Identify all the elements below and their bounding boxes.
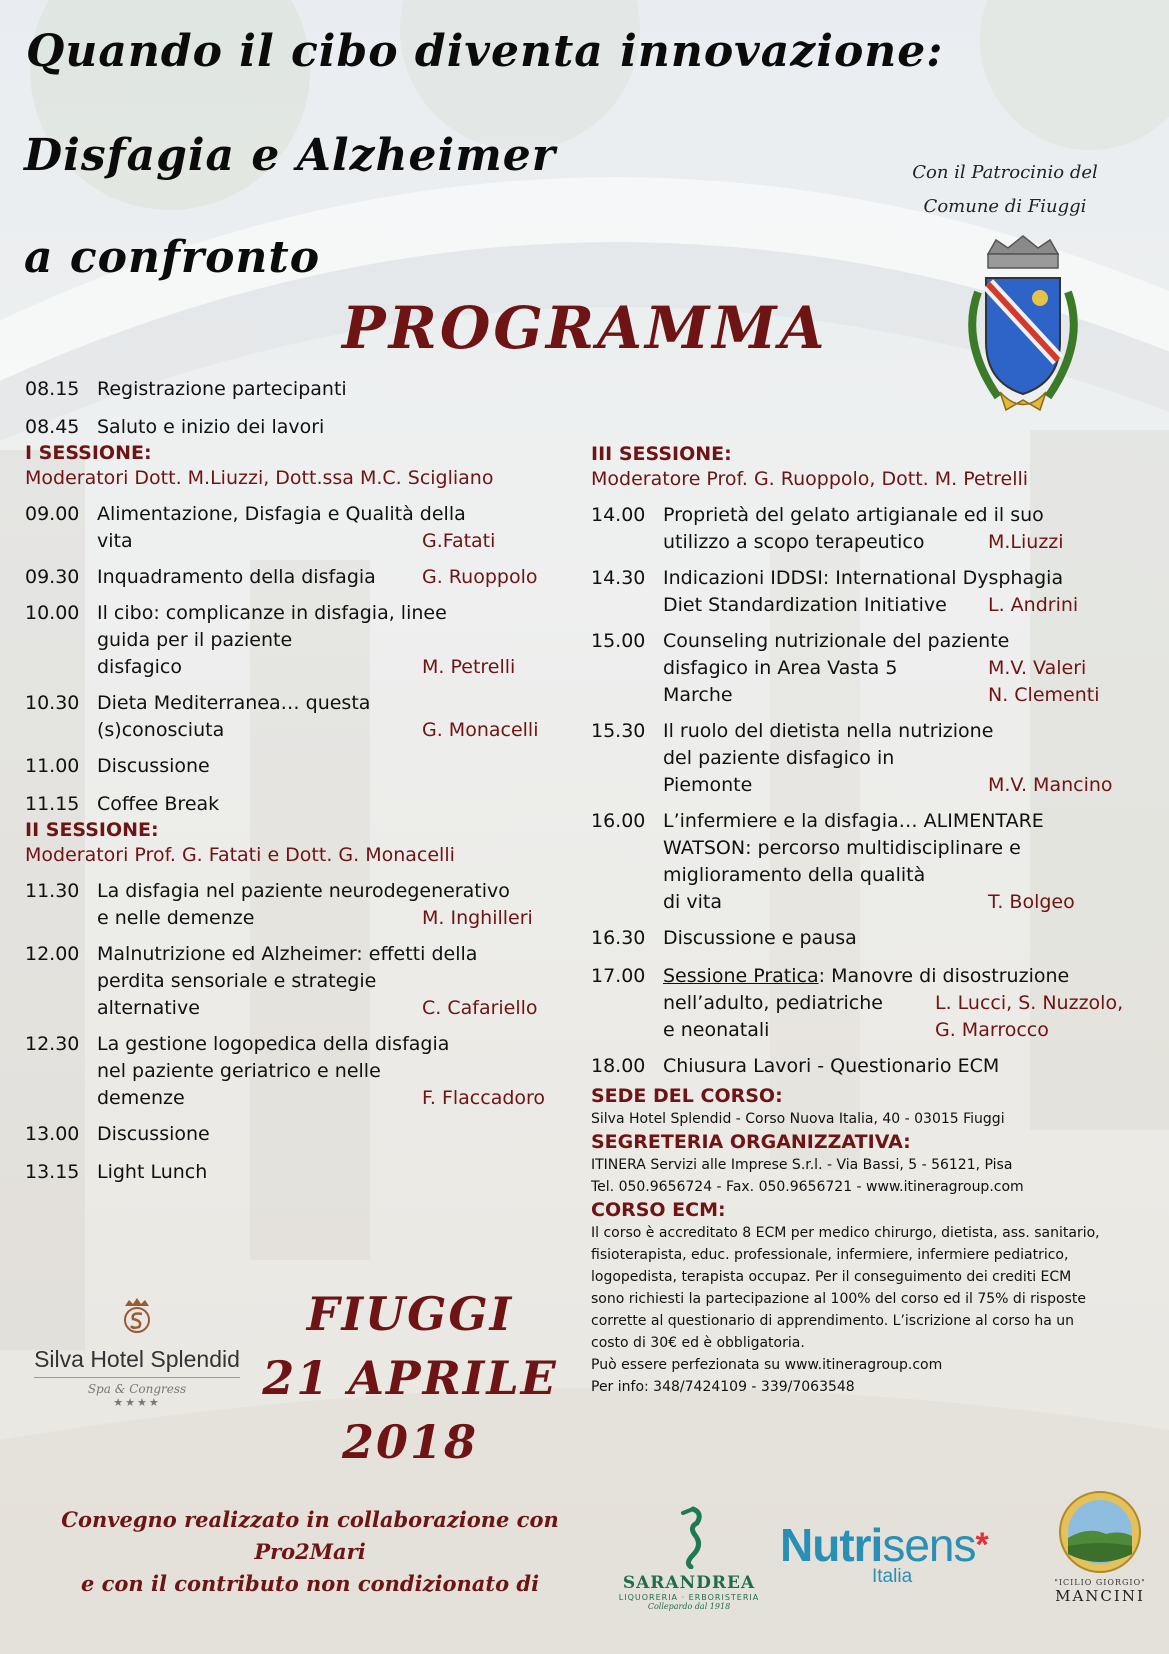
right-column: [591, 442, 1161, 1398]
time: 12.30: [25, 1033, 80, 1055]
talk-line: alternative: [97, 997, 200, 1019]
talk-line: miglioramento della qualità: [663, 864, 926, 886]
sarandrea-logo: [614, 1505, 764, 1611]
nutrisens-part-1: Nutri: [780, 1519, 883, 1571]
time: 08.15: [25, 378, 80, 400]
patrocinio: [870, 156, 1140, 224]
talk-line: Il cibo: complicanze in disfagia, linee: [97, 602, 447, 624]
ecm-line: Il corso è accreditato 8 ECM per medico chirurgo, dietista, ass. sanitario,: [591, 1225, 1100, 1241]
date-city: FIUGGI: [306, 1287, 514, 1341]
talk-line: nel paziente geriatrico e nelle: [97, 1060, 381, 1082]
talk-line: Discussione e pausa: [663, 927, 857, 949]
left-column: [25, 376, 565, 1197]
speaker: G. Ruoppolo: [422, 566, 538, 588]
schedule-row: [25, 753, 565, 780]
hotel-crest-icon: [117, 1296, 157, 1336]
schedule-row: [25, 1159, 565, 1186]
title-line-2: Disfagia e Alzheimer: [24, 130, 556, 181]
time: 09.30: [25, 566, 80, 588]
sarandrea-name: SARANDREA: [622, 1573, 756, 1593]
ecm-line: fisioterapista, educ. professionale, infermiere, infermiere pediatrico,: [591, 1247, 1069, 1263]
mancini-landscape-emblem-icon: [1058, 1490, 1142, 1574]
practical-session-label: Sessione Pratica: [663, 965, 819, 987]
talk-line: Chiusura Lavori - Questionario ECM: [663, 1055, 1000, 1077]
speaker: M. Inghilleri: [422, 907, 533, 929]
speaker: M.V. Valeri: [988, 657, 1087, 679]
nutrisens-sub: Italia: [872, 1566, 913, 1587]
speaker: M.V. Mancino: [988, 774, 1113, 796]
session-2-moderators: Moderatori Prof. G. Fatati e Dott. G. Monacelli: [25, 844, 455, 866]
footer-line-3: e con il contributo non condizionato di: [80, 1571, 540, 1596]
schedule-row: [25, 376, 565, 403]
talk-line: Alimentazione, Disfagia e Qualità della: [97, 503, 466, 525]
session-3-moderators: Moderatore Prof. G. Ruoppolo, Dott. M. Petrelli: [591, 468, 1029, 490]
mancini-logo: [1045, 1490, 1155, 1605]
speaker: L. Andrini: [988, 594, 1079, 616]
mancini-top: "ICILIO GIORGIO": [1054, 1578, 1146, 1587]
speaker: G.Fatati: [422, 530, 496, 552]
date-year: 2018: [341, 1415, 479, 1469]
talk-line: Inquadramento della disfagia: [97, 566, 376, 588]
footer-text: [20, 1504, 600, 1600]
date-day: 21 APRILE: [262, 1351, 558, 1405]
time: 09.00: [25, 503, 80, 525]
talk-title: Registrazione partecipanti: [97, 378, 347, 400]
schedule-row: [25, 690, 565, 744]
time: 16.00: [591, 810, 646, 832]
footer-line-1: Convegno realizzato in collaborazione con: [61, 1507, 559, 1532]
talk-line: Diet Standardization Initiative: [663, 594, 947, 616]
talk-line: e neonatali: [663, 1019, 770, 1041]
schedule-row: [25, 414, 565, 441]
talk-line: Malnutrizione ed Alzheimer: effetti della: [97, 943, 478, 965]
time: 16.30: [591, 927, 646, 949]
talk-line: guida per il paziente: [97, 629, 293, 651]
ecm-title: CORSO ECM:: [591, 1199, 726, 1221]
schedule-row: [25, 564, 565, 591]
patrocinio-line-2: Comune di Fiuggi: [923, 196, 1087, 217]
sarandrea-sub: LIQUORERIA · ERBORISTERIA: [618, 1593, 760, 1602]
segreteria-title: SEGRETERIA ORGANIZZATIVA:: [591, 1131, 911, 1153]
ecm-line: costo di 30€ ed è obbligatoria.: [591, 1335, 805, 1351]
time: 14.30: [591, 567, 646, 589]
talk-line: Il ruolo del dietista nella nutrizione: [663, 720, 994, 742]
time: 17.00: [591, 965, 646, 987]
time: 11.00: [25, 755, 80, 777]
session-1-title: I SESSIONE:: [25, 442, 152, 464]
talk-line: disfagico in Area Vasta 5: [663, 657, 898, 679]
time: 14.00: [591, 504, 646, 526]
talk-line: perdita sensoriale e strategie: [97, 970, 377, 992]
asterisk-icon: *: [975, 1526, 988, 1564]
time: 15.30: [591, 720, 646, 742]
talk-line: del paziente disfagico in: [663, 747, 895, 769]
schedule-row: [25, 1121, 565, 1148]
schedule-row: [591, 718, 1161, 799]
segreteria-line: Tel. 050.9656724 - Fax. 050.9656721 - www.itineragroup.com: [591, 1179, 1024, 1195]
talk-line: Indicazioni IDDSI: International Dysphagia: [663, 567, 1064, 589]
talk-line: Discussione: [97, 1123, 210, 1145]
ecm-line: logopedista, terapista occupaz. Per il conseguimento dei crediti ECM: [591, 1269, 1072, 1285]
speaker: M. Petrelli: [422, 656, 516, 678]
sarandrea-tag: Collepardo dal 1918: [647, 1602, 731, 1611]
talk-line: Proprietà del gelato artigianale ed il suo: [663, 504, 1044, 526]
talk-line: disfagico: [97, 656, 182, 678]
event-date: [250, 1282, 570, 1474]
hotel-name: Silva Hotel Splendid: [34, 1346, 240, 1372]
ecm-line: corrette al questionario di apprendimento. L’iscrizione al corso ha un: [591, 1313, 1075, 1329]
time: 08.45: [25, 416, 80, 438]
hotel-stars: ★★★★: [113, 1396, 161, 1409]
sede-text: Silva Hotel Splendid - Corso Nuova Italia, 40 - 03015 Fiuggi: [591, 1111, 1005, 1127]
time: 13.00: [25, 1123, 80, 1145]
time: 10.00: [25, 602, 80, 624]
speaker: T. Bolgeo: [988, 891, 1075, 913]
nutrisens-part-2: sens: [882, 1519, 976, 1571]
title-line-1: Quando il cibo diventa innovazione:: [26, 26, 944, 77]
talk-line: vita: [97, 530, 133, 552]
session-3-title: III SESSIONE:: [591, 443, 732, 465]
talk-line: Dieta Mediterranea… questa: [97, 692, 371, 714]
programma-heading: PROGRAMMA: [342, 294, 828, 362]
talk-line: Sessione Pratica: Manovre di disostruzione: [663, 965, 1070, 987]
talk-line-rest: Manovre di disostruzione: [831, 965, 1070, 987]
schedule-row: [591, 628, 1161, 709]
speaker: F. Flaccadoro: [422, 1087, 546, 1109]
talk-line: La disfagia nel paziente neurodegenerativo: [97, 880, 510, 902]
time: 15.00: [591, 630, 646, 652]
talk-line: WATSON: percorso multidisciplinare e: [663, 837, 1021, 859]
schedule-row: [591, 925, 1161, 952]
talk-line: L’infermiere e la disfagia… ALIMENTARE: [663, 810, 1044, 832]
talk-line: utilizzo a scopo terapeutico: [663, 531, 925, 553]
talk-line: e nelle demenze: [97, 907, 255, 929]
schedule-row: [591, 1053, 1161, 1080]
nutrisens-logo: [780, 1520, 1020, 1588]
schedule-row: [25, 878, 565, 932]
schedule-row: [591, 502, 1161, 556]
speaker: G. Monacelli: [422, 719, 539, 741]
footer-line-2: Pro2Mari: [254, 1539, 366, 1564]
schedule-row: [591, 565, 1161, 619]
hotel-subtitle: Spa & Congress: [87, 1382, 187, 1396]
schedule-row: [25, 1031, 565, 1112]
segreteria-line: ITINERA Servizi alle Imprese S.r.l. - Via Bassi, 5 - 56121, Pisa: [591, 1157, 1013, 1173]
title-line-3: a confronto: [24, 232, 321, 283]
talk-line: La gestione logopedica della disfagia: [97, 1033, 450, 1055]
sede-title: SEDE DEL CORSO:: [591, 1085, 783, 1107]
time: 10.30: [25, 692, 80, 714]
schedule-row: [25, 941, 565, 1022]
seahorse-icon: [669, 1505, 709, 1569]
hotel-logo: [24, 1296, 250, 1409]
talk-title: Saluto e inizio dei lavori: [97, 416, 325, 438]
speaker: N. Clementi: [988, 684, 1100, 706]
speaker: C. Cafariello: [422, 997, 538, 1019]
talk-line: Marche: [663, 684, 733, 706]
speaker: G. Marrocco: [935, 1019, 1049, 1041]
time: 12.00: [25, 943, 80, 965]
time: 11.30: [25, 880, 80, 902]
talk-line: Discussione: [97, 755, 210, 777]
schedule-row: [25, 791, 565, 818]
schedule-row: [591, 808, 1161, 916]
time: 18.00: [591, 1055, 646, 1077]
talk-line: Piemonte: [663, 774, 753, 796]
talk-line: demenze: [97, 1087, 185, 1109]
speaker: M.Liuzzi: [988, 531, 1064, 553]
talk-line: Light Lunch: [97, 1161, 208, 1183]
ecm-line: sono richiesti la partecipazione al 100% del corso ed il 75% di risposte: [591, 1291, 1086, 1307]
schedule-row: [25, 600, 565, 681]
talk-line: di vita: [663, 891, 722, 913]
time: 11.15: [25, 793, 80, 815]
time: 13.15: [25, 1161, 80, 1183]
talk-line: (s)conosciuta: [97, 719, 225, 741]
ecm-line: Per info: 348/7424109 - 339/7063548: [591, 1379, 855, 1395]
talk-line: Counseling nutrizionale del paziente: [663, 630, 1010, 652]
ecm-text: [591, 1222, 1161, 1398]
talk-line: Coffee Break: [97, 793, 220, 815]
session-2-title: II SESSIONE:: [25, 819, 159, 841]
schedule-row: [591, 963, 1161, 1044]
fiuggi-coat-of-arms-icon: [948, 232, 1098, 422]
speaker: L. Lucci, S. Nuzzolo,: [935, 992, 1124, 1014]
schedule-row: [25, 501, 565, 555]
patrocinio-line-1: Con il Patrocinio del: [912, 162, 1098, 183]
session-1-moderators: Moderatori Dott. M.Liuzzi, Dott.ssa M.C. Scigliano: [25, 467, 494, 489]
mancini-name: MANCINI: [1055, 1587, 1145, 1605]
ecm-line: Può essere perfezionata su www.itineragroup.com: [591, 1357, 943, 1373]
talk-line: nell’adulto, pediatriche: [663, 992, 883, 1014]
